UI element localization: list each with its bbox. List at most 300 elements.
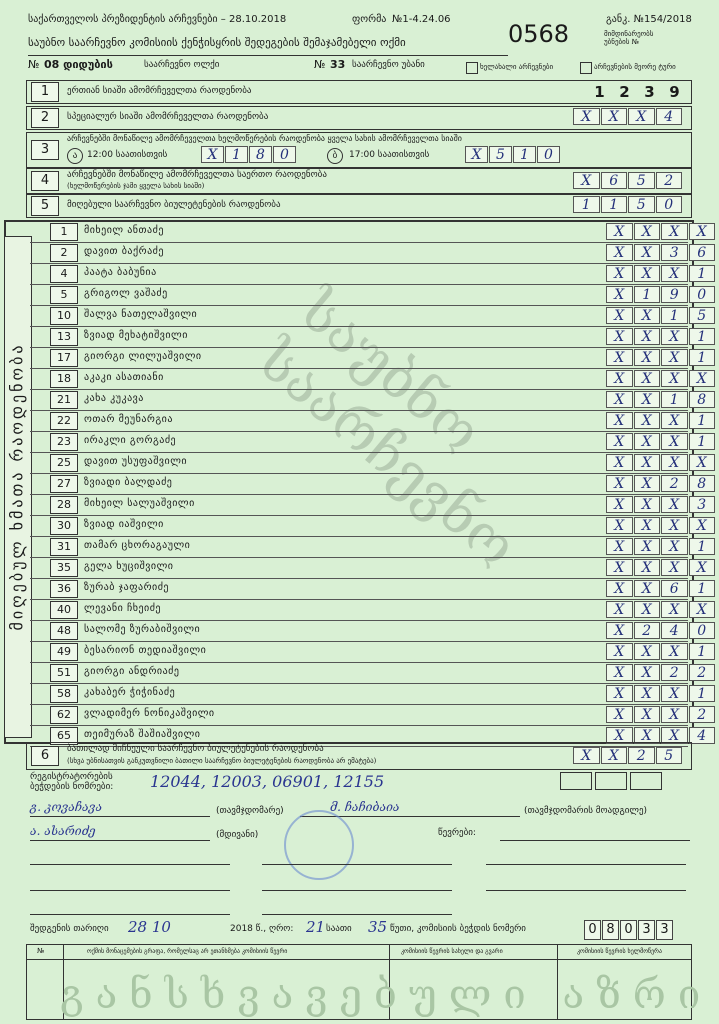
digit-cell[interactable]: X bbox=[634, 454, 661, 471]
candidate-number: 40 bbox=[50, 601, 78, 619]
mark-b: ბ bbox=[327, 148, 343, 164]
title-underline bbox=[28, 55, 508, 56]
candidate-name: მიხეილ ანთაძე bbox=[84, 225, 164, 236]
candidate-votes bbox=[606, 664, 716, 681]
digit-cell[interactable]: X bbox=[606, 349, 633, 366]
digit-cell[interactable]: 1 bbox=[573, 196, 600, 213]
digit-cell[interactable]: X bbox=[606, 433, 633, 450]
digit-cell[interactable]: X bbox=[601, 108, 628, 125]
digit-cell[interactable]: 5 bbox=[656, 747, 683, 764]
candidate-votes bbox=[606, 454, 716, 471]
commission-seal-icon bbox=[284, 810, 354, 880]
digit-cell[interactable]: X bbox=[465, 146, 488, 163]
candidate-row bbox=[30, 537, 707, 558]
digit-cell[interactable]: 5 bbox=[489, 146, 512, 163]
digit-cell[interactable]: 1 bbox=[689, 580, 716, 597]
registration-number[interactable]: 06901 bbox=[272, 772, 324, 791]
digit-cell[interactable]: X bbox=[661, 643, 688, 660]
digit-cell[interactable]: X bbox=[689, 517, 716, 534]
candidate-name: ზვიადი ბალდაძე bbox=[84, 477, 173, 488]
digit-cell[interactable]: 2 bbox=[634, 622, 661, 639]
candidate-row bbox=[30, 243, 707, 264]
seal-digit[interactable]: 0 bbox=[584, 920, 601, 940]
digit-cell[interactable]: 4 bbox=[656, 108, 683, 125]
digit-cell[interactable]: X bbox=[606, 265, 633, 282]
candidate-row bbox=[30, 369, 707, 390]
candidate-number: 27 bbox=[50, 475, 78, 493]
second-round-label: არჩევნების მეორე ტური bbox=[594, 63, 676, 71]
form-number: №1-4.24.06 bbox=[392, 14, 451, 25]
signature-line bbox=[486, 890, 686, 891]
candidate-votes bbox=[606, 475, 716, 492]
registration-number[interactable]: 12003 bbox=[211, 772, 262, 791]
digit-cell[interactable]: X bbox=[601, 747, 628, 764]
signature-line bbox=[30, 890, 230, 891]
candidate-number: 13 bbox=[50, 328, 78, 346]
digit-cell[interactable]: 3 bbox=[689, 496, 716, 513]
candidate-votes bbox=[606, 328, 716, 345]
digit-cell[interactable]: X bbox=[606, 706, 633, 723]
digit-cell[interactable]: X bbox=[661, 538, 688, 555]
candidate-number: 31 bbox=[50, 538, 78, 556]
election-title: საქართველოს პრეზიდენტის არჩევნები – 28.10.2018 bbox=[28, 14, 287, 25]
digit-cell[interactable]: 2 bbox=[661, 475, 688, 492]
candidate-number: 35 bbox=[50, 559, 78, 577]
candidate-name: კახაბერ ჭიჭინაძე bbox=[84, 687, 176, 698]
digit-cell[interactable]: X bbox=[606, 328, 633, 345]
section-6-row bbox=[26, 742, 692, 770]
candidate-name: პაატა ბაბუნია bbox=[84, 267, 157, 278]
digit-cell[interactable]: X bbox=[606, 622, 633, 639]
candidate-votes bbox=[606, 307, 716, 324]
digit-cell[interactable]: X bbox=[606, 559, 633, 576]
second-round-checkbox[interactable] bbox=[580, 62, 592, 74]
time-12-values bbox=[201, 146, 297, 163]
digit-cell[interactable]: X bbox=[661, 223, 688, 240]
digit-cell[interactable]: X bbox=[634, 727, 661, 744]
date-value[interactable]: 28 10 bbox=[128, 918, 171, 936]
registration-number[interactable]: 12155 bbox=[333, 772, 385, 791]
digit-cell[interactable]: X bbox=[606, 580, 633, 597]
digit-cell[interactable]: 3 bbox=[661, 244, 688, 261]
candidate-name: შალვა ნათელაშვილი bbox=[84, 309, 198, 320]
time-17-values bbox=[465, 146, 561, 163]
digit-cell[interactable]: X bbox=[661, 370, 688, 387]
digit-cell[interactable]: 2 bbox=[628, 747, 655, 764]
digit-cell[interactable]: X bbox=[689, 559, 716, 576]
empty-box[interactable] bbox=[560, 772, 592, 790]
candidate-name: დავით ბაქრაძე bbox=[84, 246, 164, 257]
digit-cell[interactable]: X bbox=[573, 747, 600, 764]
candidate-number: 1 bbox=[50, 223, 78, 241]
correction-label: მიმდინარეობს უბნების № bbox=[604, 30, 654, 46]
section-4-values bbox=[573, 172, 683, 189]
section-2-values bbox=[573, 108, 683, 125]
digit-cell[interactable]: 5 bbox=[689, 307, 716, 324]
digit-cell[interactable]: 5 bbox=[628, 196, 655, 213]
secretary-label: (მდივანი) bbox=[216, 830, 259, 840]
signature-line bbox=[486, 864, 686, 865]
dissent-header bbox=[27, 945, 691, 960]
section-4-row bbox=[26, 168, 692, 194]
candidate-row bbox=[30, 390, 707, 411]
digit-cell[interactable]: X bbox=[634, 370, 661, 387]
year-label: 2018 წ., ღრო: bbox=[230, 924, 294, 934]
digit-cell[interactable]: X bbox=[634, 349, 661, 366]
digit-cell[interactable]: 1 bbox=[689, 538, 716, 555]
section-2-row bbox=[26, 106, 692, 130]
digit-cell[interactable]: X bbox=[606, 412, 633, 429]
digit-cell[interactable]: X bbox=[201, 146, 224, 163]
candidate-name: კახა კუკავა bbox=[84, 393, 144, 404]
digit-cell[interactable]: X bbox=[661, 265, 688, 282]
section-number: 4 bbox=[31, 171, 59, 191]
chair-name[interactable]: გ. კოვაჩავა bbox=[30, 800, 103, 814]
digit-cell[interactable]: X bbox=[606, 727, 633, 744]
digit-cell[interactable]: 4 bbox=[689, 727, 716, 744]
candidate-row bbox=[30, 348, 707, 369]
digit-cell[interactable]: X bbox=[634, 685, 661, 702]
digit-cell[interactable]: X bbox=[661, 454, 688, 471]
time-17-label: 17:00 საათისთვის bbox=[349, 150, 430, 160]
digit-cell[interactable]: X bbox=[606, 286, 633, 303]
candidate-row bbox=[30, 579, 707, 600]
district-label: საარჩევნო ოლქი bbox=[144, 60, 220, 70]
digit-cell[interactable]: X bbox=[689, 370, 716, 387]
watermark: საუბნო საარჩევნო bbox=[245, 278, 529, 581]
digit-cell[interactable]: 1 bbox=[689, 349, 716, 366]
repeat-election-label: ხელახალი არჩევნები bbox=[480, 63, 554, 71]
candidate-row bbox=[30, 327, 707, 348]
candidate-votes bbox=[606, 349, 716, 366]
candidate-row bbox=[30, 411, 707, 432]
section-sublabel: (სხვა უბნისათვის განკუთვნილი ბათილი საარჩევნო ბიულეტენების რაოდენობა არ ემატება) bbox=[67, 757, 377, 765]
digit-cell[interactable]: 1 bbox=[689, 265, 716, 282]
candidate-row bbox=[30, 264, 707, 285]
digit: 2 bbox=[619, 83, 630, 101]
col-number: № bbox=[37, 947, 45, 955]
digit-cell[interactable]: X bbox=[606, 307, 633, 324]
candidate-name: გელა ხუციშვილი bbox=[84, 561, 174, 572]
digit-cell[interactable]: X bbox=[573, 108, 600, 125]
digit-cell[interactable]: X bbox=[689, 454, 716, 471]
digit-cell[interactable]: X bbox=[606, 454, 633, 471]
protocol-title: საუბნო საარჩევნო კომისიის ქენჭისყრის შედეგების შემაჯამებელი ოქმი bbox=[28, 36, 406, 49]
digit-cell[interactable]: X bbox=[606, 496, 633, 513]
digit-cell[interactable]: X bbox=[606, 475, 633, 492]
candidate-votes bbox=[606, 370, 716, 387]
mark-a: ა bbox=[67, 148, 83, 164]
signature-line bbox=[262, 914, 452, 915]
deputy-label: (თავმჯდომარის მოადგილე) bbox=[524, 806, 648, 816]
candidate-row bbox=[30, 285, 707, 306]
digit-cell[interactable]: X bbox=[634, 601, 661, 618]
members-label: წევრები: bbox=[438, 828, 476, 838]
hour-value[interactable]: 21 bbox=[306, 918, 326, 936]
digit-cell[interactable]: X bbox=[606, 370, 633, 387]
digit-cell[interactable]: 1 bbox=[661, 391, 688, 408]
digit-cell[interactable]: 4 bbox=[661, 622, 688, 639]
digit-cell[interactable]: 1 bbox=[225, 146, 248, 163]
digit-cell[interactable]: X bbox=[634, 433, 661, 450]
candidate-number: 4 bbox=[50, 265, 78, 283]
digit-cell[interactable]: 6 bbox=[661, 580, 688, 597]
candidate-number: 58 bbox=[50, 685, 78, 703]
digit-cell[interactable]: X bbox=[634, 643, 661, 660]
digit-cell[interactable]: X bbox=[606, 517, 633, 534]
digit: 3 bbox=[644, 83, 655, 101]
digit-cell[interactable]: X bbox=[634, 307, 661, 324]
form-label: ფორმა bbox=[352, 14, 387, 25]
digit-cell[interactable]: 0 bbox=[273, 146, 296, 163]
candidate-votes bbox=[606, 496, 716, 513]
seal-digit[interactable]: 0 bbox=[620, 920, 637, 940]
digit-cell[interactable]: X bbox=[634, 496, 661, 513]
digit: 9 bbox=[669, 83, 680, 101]
date-label: შედგენის თარიღი bbox=[30, 924, 109, 934]
digit-cell[interactable]: X bbox=[634, 475, 661, 492]
digit-cell[interactable]: 2 bbox=[689, 664, 716, 681]
digit-cell[interactable]: X bbox=[606, 538, 633, 555]
empty-box[interactable] bbox=[595, 772, 627, 790]
digit-cell[interactable]: X bbox=[661, 496, 688, 513]
votes-vertical-label bbox=[4, 236, 32, 738]
candidate-row bbox=[30, 432, 707, 453]
candidate-name: გრიგოლ ვაშაძე bbox=[84, 288, 168, 299]
digit-cell[interactable]: 1 bbox=[689, 433, 716, 450]
candidate-name: მიხეილ სალუაშვილი bbox=[84, 498, 195, 509]
candidate-name: ზურაბ ჯაფარიძე bbox=[84, 582, 170, 593]
candidate-name: ბესარიონ თედიაშვილი bbox=[84, 645, 207, 656]
hour-label: საათი bbox=[326, 924, 352, 934]
candidate-votes bbox=[606, 538, 716, 555]
candidate-row bbox=[30, 222, 707, 243]
digit-cell[interactable]: X bbox=[634, 580, 661, 597]
candidate-name: ირაკლი გორგაძე bbox=[84, 435, 177, 446]
candidate-votes bbox=[606, 685, 716, 702]
district-number-label: № bbox=[28, 58, 40, 71]
candidate-votes bbox=[606, 433, 716, 450]
digit-cell[interactable]: X bbox=[628, 108, 655, 125]
section-label: მიღებული საარჩევნო ბიულეტენების რაოდენობა bbox=[67, 200, 281, 210]
signature-line bbox=[262, 890, 452, 891]
digit-cell[interactable]: 6 bbox=[601, 172, 628, 189]
digit-cell[interactable]: X bbox=[606, 244, 633, 261]
digit-cell[interactable]: X bbox=[634, 706, 661, 723]
digit-cell[interactable]: 1 bbox=[601, 196, 628, 213]
digit-cell[interactable]: X bbox=[634, 391, 661, 408]
candidate-votes bbox=[606, 559, 716, 576]
digit-cell[interactable]: X bbox=[634, 559, 661, 576]
digit-cell[interactable]: 1 bbox=[689, 412, 716, 429]
digit-cell[interactable]: 2 bbox=[689, 706, 716, 723]
registration-label: რეგისტრატორების ბეჭდების ნომრები: bbox=[30, 772, 114, 792]
candidate-name: გიორგი ანდრიაძე bbox=[84, 666, 180, 677]
signature-line bbox=[500, 840, 690, 841]
signature-line bbox=[30, 816, 210, 817]
serial-number: 0568 bbox=[508, 20, 570, 48]
digit-cell[interactable]: X bbox=[661, 328, 688, 345]
digit-cell[interactable]: 8 bbox=[689, 475, 716, 492]
candidate-row bbox=[30, 516, 707, 537]
digit-cell[interactable]: 2 bbox=[661, 664, 688, 681]
digit-cell[interactable]: X bbox=[606, 664, 633, 681]
candidate-votes bbox=[606, 580, 716, 597]
votes-label: მიღებულ ხმათა რაოდენობა bbox=[7, 342, 27, 631]
digit-cell[interactable]: 2 bbox=[656, 172, 683, 189]
candidate-number: 62 bbox=[50, 706, 78, 724]
candidate-name: ზვიად იაშვილი bbox=[84, 519, 164, 530]
deputy-name[interactable]: მ. ჩაჩიბაია bbox=[330, 800, 400, 814]
signature-line bbox=[30, 840, 210, 841]
digit-cell[interactable]: 0 bbox=[656, 196, 683, 213]
section-sublabel: (ხელმოწერების ჯამი ყველა სახის სიაში) bbox=[67, 182, 205, 190]
candidate-name: თეიმურაზ შაშიაშვილი bbox=[84, 729, 201, 740]
digit-cell[interactable]: X bbox=[661, 517, 688, 534]
section-label: ბათილად მიჩნეული საარჩევნო ბიულეტენების რაოდენობა bbox=[67, 744, 324, 754]
candidate-name: გიორგი ლილუაშვილი bbox=[84, 351, 202, 362]
digit-cell[interactable]: 1 bbox=[661, 307, 688, 324]
signature-line bbox=[262, 864, 452, 865]
digit-cell[interactable]: X bbox=[634, 538, 661, 555]
digit-cell[interactable]: 0 bbox=[689, 622, 716, 639]
digit-cell[interactable]: X bbox=[634, 517, 661, 534]
section-label: არჩევნებში მონაწილე ამომრჩეველთა საერთო რაოდენობა bbox=[67, 170, 327, 180]
digit-cell[interactable]: X bbox=[606, 643, 633, 660]
seal-digit[interactable]: 3 bbox=[638, 920, 655, 940]
digit-cell[interactable]: 8 bbox=[689, 391, 716, 408]
signature-line bbox=[30, 914, 230, 915]
digit-cell[interactable]: X bbox=[689, 223, 716, 240]
digit-cell[interactable]: X bbox=[573, 172, 600, 189]
candidate-votes bbox=[606, 223, 716, 240]
candidate-number: 51 bbox=[50, 664, 78, 682]
digit-cell[interactable]: X bbox=[661, 601, 688, 618]
candidate-number: 49 bbox=[50, 643, 78, 661]
candidate-row bbox=[30, 705, 707, 726]
digit-cell[interactable]: X bbox=[634, 223, 661, 240]
candidate-row bbox=[30, 453, 707, 474]
candidate-row bbox=[30, 306, 707, 327]
bag-number-label: განკ. №154/2018 bbox=[606, 14, 692, 25]
candidate-votes bbox=[606, 643, 716, 660]
digit-cell[interactable]: X bbox=[661, 349, 688, 366]
digit-cell[interactable]: X bbox=[689, 601, 716, 618]
section-3-row bbox=[26, 132, 692, 168]
digit-cell[interactable]: X bbox=[661, 412, 688, 429]
digit-cell[interactable]: X bbox=[634, 265, 661, 282]
candidate-name: ზვიად მეხატიშვილი bbox=[84, 330, 188, 341]
digit-cell[interactable]: X bbox=[661, 559, 688, 576]
digit-cell[interactable]: X bbox=[634, 412, 661, 429]
candidate-votes bbox=[606, 265, 716, 282]
secretary-name[interactable]: ა. ასარიძე bbox=[30, 824, 96, 838]
digit-cell[interactable]: 1 bbox=[634, 286, 661, 303]
digit-cell[interactable]: X bbox=[606, 223, 633, 240]
repeat-election-checkbox[interactable] bbox=[466, 62, 478, 74]
section-1-values bbox=[587, 83, 687, 101]
minute-value[interactable]: 35 bbox=[368, 918, 388, 936]
section-number: 2 bbox=[31, 108, 59, 128]
section-number: 6 bbox=[31, 746, 59, 766]
candidate-row bbox=[30, 600, 707, 621]
digit-cell[interactable]: X bbox=[661, 706, 688, 723]
empty-box[interactable] bbox=[630, 772, 662, 790]
precinct-number-label: № bbox=[314, 58, 326, 71]
candidate-number: 28 bbox=[50, 496, 78, 514]
candidate-votes bbox=[606, 412, 716, 429]
section-number: 3 bbox=[31, 140, 59, 160]
candidate-number: 10 bbox=[50, 307, 78, 325]
section-label: ერთიან სიაში ამომრჩეველთა რაოდენობა bbox=[67, 86, 252, 96]
section-5-values bbox=[573, 196, 683, 213]
digit-cell[interactable]: X bbox=[606, 685, 633, 702]
digit-cell[interactable]: 8 bbox=[249, 146, 272, 163]
candidate-number: 22 bbox=[50, 412, 78, 430]
section-label: სპეციალურ სიაში ამომრჩეველთა რაოდენობა bbox=[67, 112, 269, 122]
digit-cell[interactable]: 1 bbox=[513, 146, 536, 163]
digit-cell[interactable]: 6 bbox=[689, 244, 716, 261]
candidate-votes bbox=[606, 517, 716, 534]
seal-digit[interactable]: 8 bbox=[602, 920, 619, 940]
candidate-row bbox=[30, 621, 707, 642]
digit-cell[interactable]: X bbox=[661, 727, 688, 744]
digit-cell[interactable]: X bbox=[606, 601, 633, 618]
digit-cell[interactable]: 1 bbox=[689, 685, 716, 702]
digit-cell[interactable]: 1 bbox=[689, 328, 716, 345]
candidate-number: 30 bbox=[50, 517, 78, 535]
col-member-name: კომისიის წევრის სახელი და გვარი bbox=[401, 948, 503, 955]
candidate-row bbox=[30, 474, 707, 495]
candidate-number: 5 bbox=[50, 286, 78, 304]
digit-cell[interactable]: 0 bbox=[689, 286, 716, 303]
digit-cell[interactable]: X bbox=[606, 391, 633, 408]
digit-cell[interactable]: 1 bbox=[689, 643, 716, 660]
candidate-number: 17 bbox=[50, 349, 78, 367]
precinct-number: 33 bbox=[330, 58, 346, 71]
digit-cell[interactable]: X bbox=[634, 244, 661, 261]
registration-numbers: 12044, 12003, 06901, 12155 bbox=[150, 772, 385, 791]
candidate-number: 21 bbox=[50, 391, 78, 409]
digit-cell[interactable]: 9 bbox=[661, 286, 688, 303]
section-5-row bbox=[26, 194, 692, 218]
candidate-row bbox=[30, 663, 707, 684]
minute-label: წუთი, კომისიის ბეჭდის ნომერი bbox=[390, 924, 526, 934]
section-number: 5 bbox=[31, 196, 59, 216]
empty-registration-boxes bbox=[560, 772, 662, 790]
candidate-votes bbox=[606, 391, 716, 408]
col-field: ოქმის მონაცემების გრაფა, რომელსაც არ ეთანხმება კომისიის წევრი bbox=[87, 948, 288, 955]
digit-cell[interactable]: X bbox=[634, 664, 661, 681]
candidate-name: ვლადიმერ ნონიკაშვილი bbox=[84, 708, 215, 719]
seal-digit[interactable]: 3 bbox=[656, 920, 673, 940]
digit: 1 bbox=[594, 83, 605, 101]
digit-cell[interactable]: X bbox=[634, 328, 661, 345]
candidate-votes bbox=[606, 622, 716, 639]
registration-number[interactable]: 12044 bbox=[150, 772, 201, 791]
candidate-row bbox=[30, 684, 707, 705]
digit-cell[interactable]: 5 bbox=[628, 172, 655, 189]
candidate-row bbox=[30, 642, 707, 663]
digit-cell[interactable]: X bbox=[661, 685, 688, 702]
candidate-name: ლევანი ჩხეიძე bbox=[84, 603, 162, 614]
candidate-number: 36 bbox=[50, 580, 78, 598]
section-6-values bbox=[573, 747, 683, 764]
digit-cell[interactable]: 0 bbox=[537, 146, 560, 163]
candidate-name: სალომე ზურაბიშვილი bbox=[84, 624, 201, 635]
digit-cell[interactable]: X bbox=[661, 433, 688, 450]
dissent-watermark-label: განსხვავებული აზრი bbox=[60, 972, 713, 1018]
